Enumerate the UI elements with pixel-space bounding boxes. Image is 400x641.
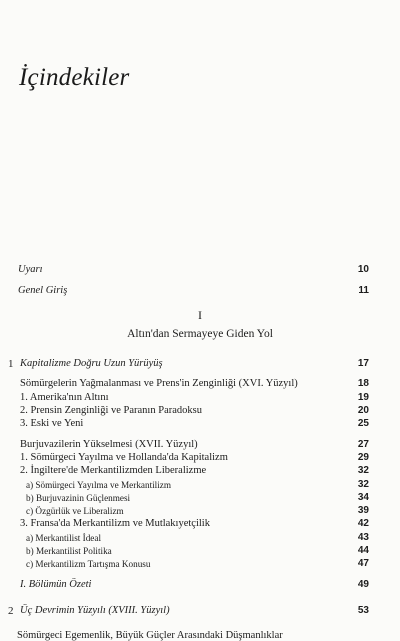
toc-entry-label: b) Merkantilist Politika <box>26 546 112 556</box>
toc-entry[interactable] <box>0 417 400 431</box>
part-title: Altın'dan Sermayeye Giden Yol <box>127 328 273 340</box>
toc-entry[interactable] <box>0 284 400 298</box>
toc-entry[interactable] <box>0 451 400 465</box>
toc-entry-label: 2. Prensin Zenginliği ve Paranın Paradoksu <box>20 405 202 416</box>
toc-entry[interactable] <box>0 263 400 277</box>
toc-entry-label: 3. Eski ve Yeni <box>20 418 84 429</box>
toc-entry[interactable] <box>0 531 400 545</box>
toc-entry-page: 27 <box>357 439 369 450</box>
toc-entry-page: 25 <box>357 418 369 429</box>
toc-entry-page: 11 <box>358 285 369 296</box>
toc-entry-label: 1. Sömürgeci Yayılma ve Hollanda'da Kapitalizm <box>20 452 228 463</box>
toc-entry-label: c) Özgürlük ve Liberalizm <box>26 506 124 516</box>
toc-entry[interactable] <box>0 478 400 492</box>
toc-entry-label: 2. İngiltere'de Merkantilizmden Liberalizme <box>20 465 207 476</box>
toc-entry[interactable] <box>0 464 400 478</box>
toc-entry-page: 29 <box>357 452 369 463</box>
toc-entry[interactable] <box>0 544 400 558</box>
toc-entry-page: 32 <box>357 479 369 490</box>
toc-entry-label: 3. Fransa'da Merkantilizm ve Mutlakıyetçilik <box>20 518 210 529</box>
toc-entry-page: 43 <box>357 532 369 543</box>
toc-entry-label: Uyarı <box>18 264 43 275</box>
toc-entry-label: 1. Amerika'nın Altını <box>20 392 109 403</box>
toc-entry-page: 42 <box>357 518 369 529</box>
toc-entry[interactable] <box>0 377 400 391</box>
toc-entry-page: 34 <box>357 492 369 503</box>
chapter-entry[interactable] <box>0 604 400 618</box>
toc-entry-label: Sömürgelerin Yağmalanması ve Prens'in Zenginliği (XVI. Yüzyıl) <box>20 378 298 389</box>
toc-entry-page: 10 <box>357 264 369 275</box>
toc-entry-page: 19 <box>357 392 369 403</box>
chapter-title: Üç Devrimin Yüzyılı (XVIII. Yüzyıl) <box>20 605 170 616</box>
toc-entry-label: I. Bölümün Özeti <box>20 579 92 590</box>
chapter-number: 1 <box>8 358 14 370</box>
toc-entry[interactable] <box>0 557 400 571</box>
part-numeral: I <box>198 308 202 322</box>
toc-entry-label: b) Burjuvazinin Güçlenmesi <box>26 493 131 503</box>
chapter-page: 17 <box>357 358 369 369</box>
toc-entry-label: a) Merkantilist İdeal <box>26 533 102 543</box>
toc-entry-label: Burjuvazilerin Yükselmesi (XVII. Yüzyıl) <box>20 439 198 450</box>
chapter-entry[interactable] <box>0 357 400 371</box>
toc-entry[interactable] <box>0 391 400 405</box>
chapter-number: 2 <box>8 605 14 617</box>
toc-entry-label: Genel Giriş <box>18 285 68 296</box>
toc-entry[interactable] <box>0 517 400 531</box>
toc-entry-page: 49 <box>357 579 369 590</box>
toc-entry-page: 18 <box>357 378 369 389</box>
toc-entry-label: c) Merkantilizm Tartışma Konusu <box>26 559 151 569</box>
toc-entry-label: a) Sömürgeci Yayılma ve Merkantilizm <box>26 480 172 490</box>
page-title: İçindekiler <box>19 64 130 91</box>
chapter-page: 53 <box>357 605 369 616</box>
toc-entry-page: 32 <box>357 465 369 476</box>
toc-entry-page: 20 <box>357 405 369 416</box>
toc-entry-page: 47 <box>357 558 369 569</box>
toc-entry[interactable] <box>0 578 400 592</box>
toc-entry-label: Sömürgeci Egemenlik, Büyük Güçler Arasındaki Düşmanlıklar <box>17 630 283 641</box>
toc-entry[interactable] <box>0 504 400 518</box>
toc-entry-page: 44 <box>357 545 369 556</box>
toc-entry[interactable] <box>0 491 400 505</box>
toc-entry[interactable] <box>0 404 400 418</box>
chapter-title: Kapitalizme Doğru Uzun Yürüyüş <box>20 358 163 369</box>
toc-entry-page: 39 <box>357 505 369 516</box>
toc-entry[interactable] <box>0 438 400 452</box>
